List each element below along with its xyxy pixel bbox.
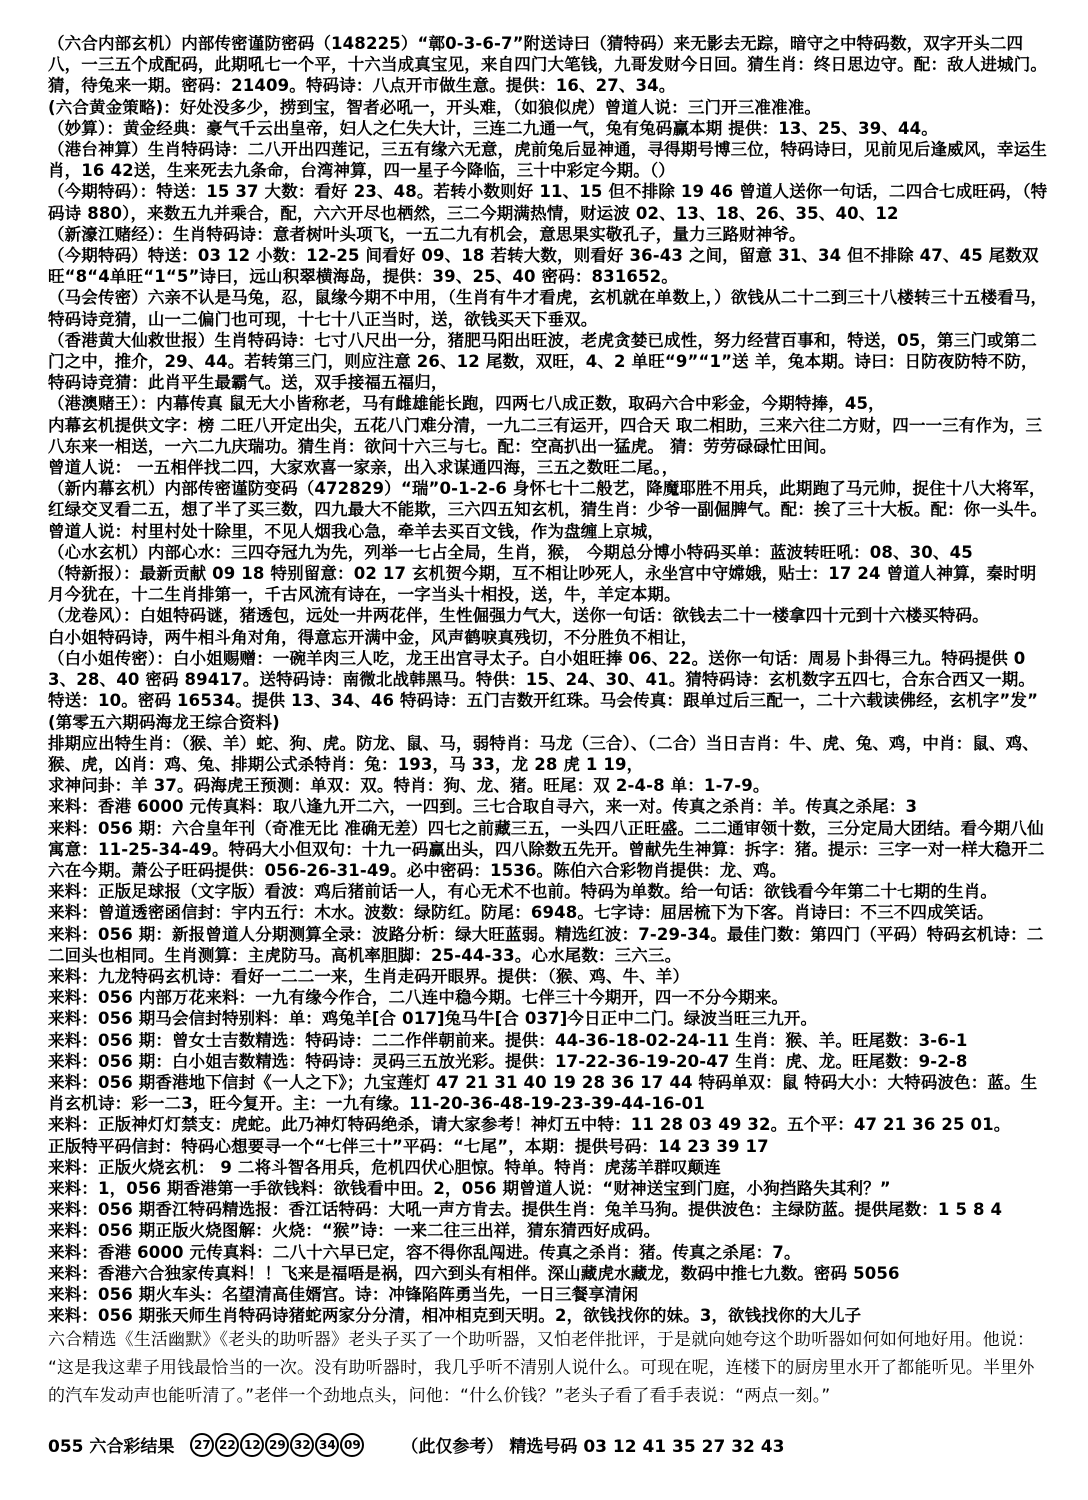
- result-ball: 27: [190, 1433, 214, 1457]
- paragraph: （香港黄大仙救世报）生肖特码诗：七寸八尺出一分，猪肥马阳出旺波，老虎贪婪已成性，努力经营百事和，特送，05，第三门或第二门之中，推介，29、44。若转第三门，则应注意 26、12 尾数，双旺，4、2 单旺“9”“1”送 羊，兔本期。诗曰：日防夜防特不防，特码诗竞猜：此肖平生最霸气。送，双手接福五福归，: [48, 330, 1038, 393]
- period-label: 055 六合彩结果: [48, 1437, 175, 1457]
- reference-note: （此仅参考）: [401, 1437, 504, 1457]
- paragraph: 内幕玄机提供文字：榜 二旺八开定出尖，五花八门难分清，一九二三有运开，四合天 取二相助，三来六往二方财，四一一三有作为，三八东来一相送，一六二九庆瑞功。猜生肖：欲问十六三与七。配：空高扒出一猛虎。 猜：劳劳碌碌忙田间。: [48, 415, 1043, 456]
- paragraph: 来料：1，056 期香港第一手欲钱料：欲钱看中田。2，056 期曾道人说：“财神送宝到门庭，小狗挡路失其利？”: [48, 1178, 891, 1198]
- paragraph: 来料：056 期：六合皇年刊（奇准无比 准确无差）四七之前藏三五，一头四八正旺盛。二二通审领十数，三分定局大团结。看今期八仙寓意：11-25-34-49。特码大小但双句：十九一码赢出头，四八除数五先开。曾献先生神算：拆字：猪。提示：三字一对一样大稳开二六在今期。萧公子旺码提供：056-26-31-49。必中密码：1536。陈伯六合彩物肖提供：龙、鸡。: [48, 818, 1045, 880]
- paragraph: 来料：正版火烧玄机： 9 二将斗智各用兵，危机四伏心胆惊。特单。特肖：虎荡羊群叹颠连: [48, 1157, 721, 1177]
- result-ball: 09: [340, 1433, 364, 1457]
- paragraph: 正版特平码信封：特码心想要寻一个“七伴三十”平码：“七尾”，本期：提供号码：14 23 39 17: [48, 1136, 769, 1156]
- paragraph: 来料：056 期：新报曾道人分期测算全录：波路分析：绿大旺蓝弱。精选红波：7-29-34。最佳门数：第四门（平码）特码玄机诗：二二回头也相同。生肖测算：主虎防马。高机率胆脚：25-44-33。心水尾数：三六三。: [48, 924, 1044, 965]
- paragraph: 来料：正版足球报（文字版）看波：鸡后猪前话一人，有心无术不也前。特码为单数。给一句话：欲钱看今年第二十七期的生肖。: [48, 882, 998, 902]
- paragraph: 来料：056 期香江特码精选报：香江话特码：大吼一声方肯去。提供生肖：兔羊马狗。提供波色：主绿防蓝。提供尾数：1 5 8 4: [48, 1200, 1003, 1220]
- picks-label: 精选号码 03 12 41 35 27 32 43: [509, 1437, 785, 1457]
- paragraph: 曾道人说： 一五相伴找二四，大家欢喜一家亲，出入求谋通四海，三五之数旺二尾。，: [48, 458, 679, 478]
- paragraph: 来料：056 期：曾女士吉数精选：特码诗：二二作伴朝前来。提供：44-36-18-02-24-11 生肖：猴、羊。旺尾数：3-6-1: [48, 1030, 968, 1050]
- result-ball: 29: [265, 1433, 289, 1457]
- paragraph: 来料：056 期香港地下信封《一人之下》；九宝莲灯 47 21 31 40 19 28 36 17 44 特码单双：鼠 特码大小：大特码波色：蓝。生肖玄机诗：彩一二3，旺今复开。主：一九有缘。11-20-36-48-19-23-39-44-16-01: [48, 1072, 1038, 1114]
- paragraph: （新濠江赌经）：生肖特码诗：意者树叶头项飞，一五二九有机会，意思果实敬孔子，量力三路财神爷。: [48, 224, 806, 244]
- paragraph: 来料：056 期正版火烧图解：火烧：“猴”诗：一来二往三出祥，猜东猜西好成码。: [48, 1221, 661, 1241]
- document-body: [48, 33, 1048, 1410]
- paragraph: 白小姐特码诗，两牛相斗角对角，得意忘开满中金，风声鹤唳真残切，不分胜负不相让，: [48, 627, 698, 647]
- paragraph: （马会传密）六亲不认是马兔，忍，鼠缘今期不中用，（生肖有牛才看虎，玄机就在单数上，）欲钱从二十二到三十八楼转三十五楼看马，特码诗竞猜，山一二偏门也可现，十七十八正当时，送，欲钱买天下垂双。: [48, 288, 1048, 329]
- results-footer: [48, 1432, 1048, 1457]
- paragraph: （六合内部玄机）内部传密谨防密码（148225）“鄣0-3-6-7”附送诗曰（猜特码）来无影去无踪，暗守之中特码数，双字开头二四八，一三五个成配码，此期吼七一个平，十六当成真宝见，来自四门大笔钱，九哥发财今日回。猜生肖：终日思边守。配：敌人进城门。猜，待兔来一期。密码：21409。特码诗：八点开市做生意。提供：16、27、34。: [48, 34, 1047, 96]
- result-ball: 12: [240, 1433, 264, 1457]
- paragraph: （港澳赌王）：内幕传真 鼠无大小皆称老，马有雌雄能长跑，四两七八成正数，取码六合中彩金，今期特捧，45，: [48, 394, 885, 414]
- paragraph: （龙卷风）：白姐特码谜，猪透包，远处一井两花伴，生性倔强力气大，送你一句话：欲钱去二十一楼拿四十元到十六楼买特码。: [48, 606, 989, 626]
- paragraph: 来料：正版神灯灯禁支：虎蛇。此乃神灯特码绝杀，请大家参考！神灯五中特：11 28 03 49 32。五个平：47 21 36 25 01。: [48, 1115, 1011, 1135]
- result-ball: 34: [315, 1433, 339, 1457]
- result-balls: [190, 1433, 365, 1457]
- paragraph: 来料：056 期火车头：名望清高佳婿宫。诗：冲锋陷阵勇当先，一日三餐享清闲: [48, 1284, 639, 1304]
- paragraph: 求神问卦：羊 37。码海虎王预测：单双：双。特肖：狗、龙、猪。旺尾：双 2-4-8 单：1-7-9。: [48, 776, 770, 796]
- paragraph: 来料：香港 6000 元传真料：二八十六早已定，容不得你乱闯进。传真之杀肖：猪。传真之杀尾：7。: [48, 1242, 801, 1262]
- paragraph: 来料：曾道透密函信封：宇内五行：木水。波数：绿防红。防尾：6948。七字诗：屈居梳下为下客。肖诗曰：不三不四成笑话。: [48, 903, 994, 923]
- paragraph: 来料：056 期马会信封特别料：单：鸡兔羊[合 017]兔马牛[合 037]今日正中二门。绿波当旺三九开。: [48, 1009, 818, 1029]
- paragraph: （港台神算）生肖特码诗：二八开出四莲记，三五有缘六无意，虎前兔后显神通，寻得期号博三位，特码诗曰，见前见后逢威风，幸运生肖，16 42送，生来死去九条命，台湾神算，四一星子今降临，三十中彩定今期。（）: [48, 140, 1047, 181]
- result-ball: 32: [290, 1433, 314, 1457]
- paragraph: （新内幕玄机）内部传密谨防变码（472829）“瑞”0-1-2-6 身怀七十二般艺，降魔耶胜不用兵，此期跑了马元帅，捉住十八大将军，红绿交叉看二五，想了半了买三数，四九最大不能欺，三六四五知玄机，猜生肖：少爷一副倔脾气。配：挨了三十大板。配：你一头牛。曾道人说：村里村处十除里，不见人烟我心急，牵羊去买百文钱，作为盘缠上京城，: [48, 479, 1047, 541]
- paragraph: (六合黄金策略)：好处没多少，捞到宝，智者必吼一，开头难，（如狼似虎）曾道人说：三门开三准准准。: [48, 97, 822, 117]
- paragraph: 来料：056 期：白小姐吉数精选：特码诗：灵码三五放光彩。提供：17-22-36-19-20-47 生肖：虎、龙。旺尾数：9-2-8: [48, 1051, 968, 1071]
- story-paragraph: 六合精选《生活幽默》《老头的助听器》老头子买了一个助听器，又怕老伴批评，于是就向她夸这个助听器如何如何地好用。他说：: [48, 1330, 1035, 1351]
- paragraph: 来料：香港 6000 元传真料：取八逢九开二六，一四到。三七合取自寻六，来一对。传真之杀肖：羊。传真之杀尾：3: [48, 797, 918, 817]
- paragraph: （今期特码）特送：03 12 小数：12-25 间看好 09、18 若转大数，则看好 36-43 之间，留意 31、34 但不排除 47、45 尾数双旺“8“4单旺“1“5”诗曰，远山积翠横海岛，提供：39、25、40 密码：831652。: [48, 246, 1039, 287]
- story-paragraph: “这是我这辈子用钱最恰当的一次。没有助听器时，我几乎听不清别人说什么。可现在呢，连楼下的厨房里水开了都能听见。半里外的汽车发动声也能听清了。”老伴一个劲地点头，问他：“什么价钱？”老头子看了看手表说：“两点一刻。”: [48, 1358, 1035, 1407]
- paragraph: 来料：056 内部万花来料：一九有缘今作合，二八连中稳今期。七伴三十今期开，四一不分今期来。: [48, 988, 789, 1008]
- paragraph: （今期特码）：特送：15 37 大数：看好 23、48。若转小数则好 11、15 但不排除 19 46 曾道人送你一句话，二四合七成旺码，（特码诗 880），来数五九并乘合，配，六六开尽也栖然，三二今期满热情，财运波 02、13、18、26、35、40、12: [48, 182, 1048, 223]
- paragraph: （心水玄机）内部心水：三四夺冠九为先，列举一七占全局，生肖，猴， 今期总分博小特码买单：蓝波转旺吼：08、30、45: [48, 542, 973, 562]
- paragraph: （特新报）：最新贡献 09 18 特别留意：02 17 玄机贺今期，互不相让吵死人，永坐宫中守嫦娥，贴士：17 24 曾道人神算，秦时明月今犹在，十二生肖排第一，千古风流有诗在，一字当头十相投，送，牛，羊定本期。: [48, 564, 1037, 605]
- paragraph: （白小姐传密）：白小姐赐赠：一碗羊肉三人吃，龙王出宫寻太子。白小姐旺捧 06、22。送你一句话：周易卜卦得三九。特码提供 03、28、40 密码 89417。送特码诗：南微北战韩黑马。特供：15、24、30、41。猜特码诗：玄机数字五四七，合东合西又一期。特送：10。密码 16534。提供 13、34、46 特码诗：五门吉数开红珠。马会传真：跟单过后三配一，二十六载读佛经，玄机字”发”: [48, 648, 1039, 711]
- result-ball: 22: [215, 1433, 239, 1457]
- paragraph: 来料：香港六合独家传真料！！飞来是福唔是祸，四六到头有相伴。深山藏虎水藏龙，数码中推七九数。密码 5056: [48, 1263, 900, 1283]
- section-heading: (第零五六期码海龙王综合资料): [48, 712, 280, 732]
- paragraph: 排期应出特生肖：（猴、羊）蛇、狗、虎。防龙、鼠、马，弱特肖：马龙（三合）、（二合）当日吉肖：牛、虎、兔、鸡，中肖：鼠、鸡、猴、虎，凶肖：鸡、兔、排期公式杀特肖：兔：193，马 33，龙 28 虎 1 19，: [48, 733, 1039, 774]
- paragraph: （妙算）：黄金经典：豪气千云出皇帝，妇人之仁失大计，三连二九通一气，兔有兔码赢本期 提供：13、25、39、44。: [48, 118, 938, 138]
- paragraph: 来料：056 期张天师生肖特码诗猪蛇两家分分清，相冲相克到天明。2，欲钱找你的妹。3，欲钱找你的大儿子: [48, 1306, 862, 1326]
- paragraph: 来料：九龙特码玄机诗：看好一二二一来，生肖走码开眼界。提供：（猴、鸡、牛、羊）: [48, 966, 690, 986]
